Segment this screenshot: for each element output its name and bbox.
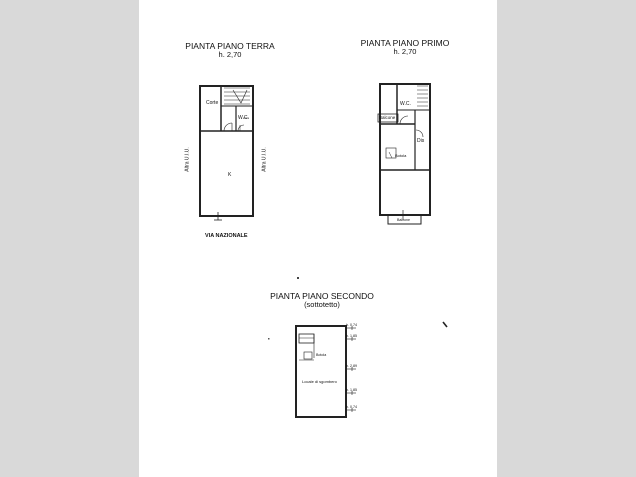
first-balcone-top-label: Balcone (379, 115, 396, 120)
ground-corte-label: Corte (206, 100, 219, 106)
ground-wc-label: W.C. (238, 115, 249, 121)
second-height-1: h. 0,74 (346, 323, 357, 327)
ground-floor-plan (200, 86, 253, 220)
second-height-3: h. 2,89 (346, 364, 357, 368)
second-height-2: h. 1,85 (346, 334, 357, 338)
ground-floor-height: h. 2,70 (218, 50, 242, 59)
second-botola-label: Botola (316, 353, 327, 357)
street-label: VIA NAZIONALE (205, 233, 248, 239)
ground-floor-title: PIANTA PIANO TERRA (185, 41, 275, 51)
first-balcone-bottom-label: Balcone (397, 218, 410, 222)
first-wc-label: W.C. (400, 101, 411, 107)
second-storage-label: Locale di sgombero (302, 379, 337, 384)
second-floor-title: PIANTA PIANO SECONDO (270, 291, 374, 301)
first-dis-label: Dis (417, 138, 425, 144)
second-height-5: h. 0,74 (346, 405, 357, 409)
ground-kitchen-label: K (228, 172, 232, 178)
ground-side-right-label: Altra U.I.U. (261, 147, 268, 172)
ground-side-left-label: Altra U.I.U. (184, 147, 191, 172)
first-floor-title: PIANTA PIANO PRIMO (360, 38, 450, 48)
first-floor-height: h. 2,70 (393, 47, 417, 56)
first-botola-label: Botola (395, 153, 407, 158)
second-height-4: h. 1,85 (346, 388, 357, 392)
second-floor-subtitle: (sottotetto) (304, 300, 340, 309)
